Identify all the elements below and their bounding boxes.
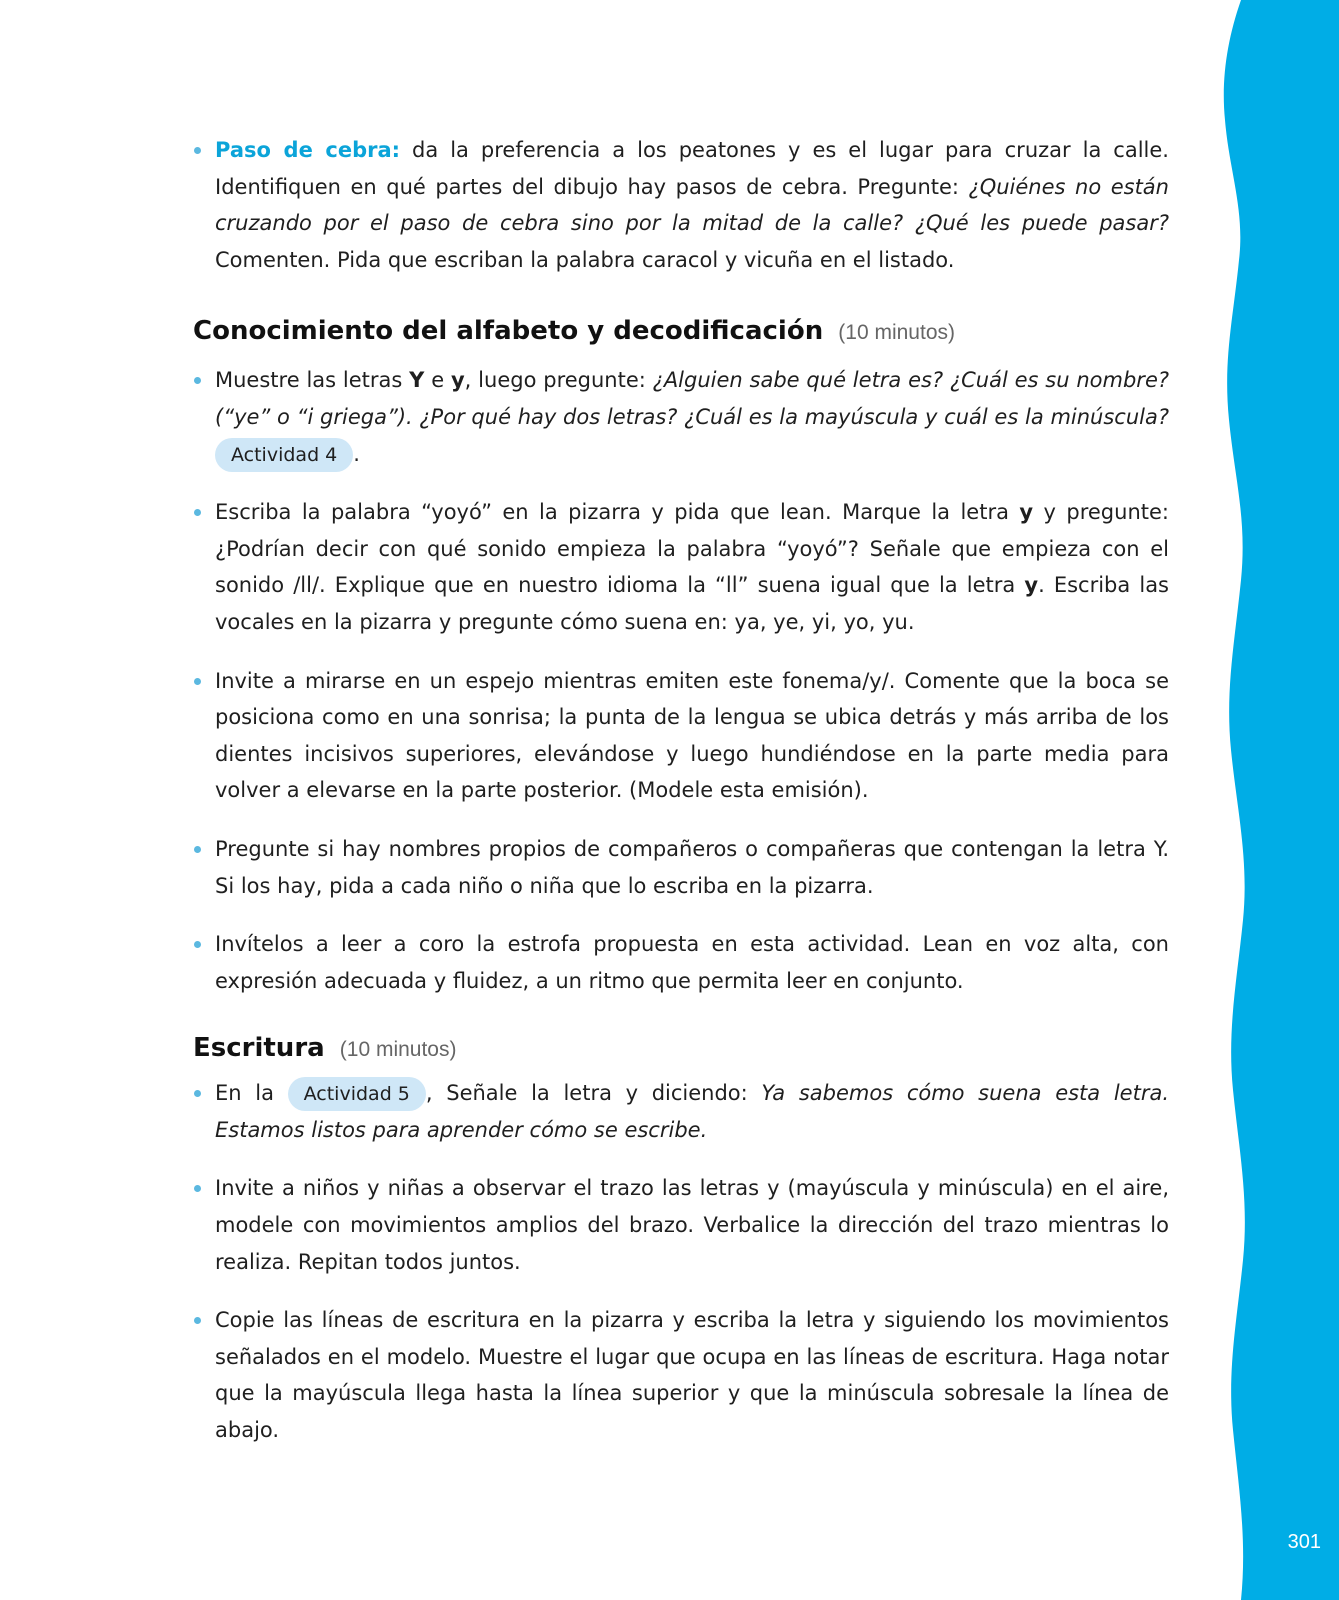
section-heading	[193, 1033, 1169, 1063]
text-run: . Escriba las vocales en la pizarra y pregunte cómo suena en: ya, ye, yi, yo, yu.	[215, 573, 1170, 634]
activity-5-tag: Actividad 5	[288, 1077, 426, 1111]
section-title: Conocimiento del alfabeto y decodificación	[193, 316, 824, 347]
section1-list	[193, 362, 1169, 999]
italic-question: ¿Alguien sabe qué letra es? ¿Cuál es su nombre? (“ye” o “i griega”). ¿Por qué hay dos letras? ¿Cuál es la mayúscula y cuál es la minúscula?	[215, 368, 1170, 429]
list-item	[193, 362, 1169, 472]
text-run: Comenten. Pida que escriban la palabra caracol y vicuña en el listado.	[215, 247, 955, 272]
list-item: Invite a mirarse en un espejo mientras emiten este fonema/y/. Comente que la boca se posiciona como en una sonrisa; la punta de la lengua se ubica detrás y más arriba de los dientes incisivos superiores, elevándose y luego hundiéndose en la parte media para volver a elevarse en la parte posterior. (Modele esta emisión).	[193, 663, 1169, 809]
list-item: Invite a niños y niñas a observar el trazo las letras y (mayúscula y minúscula) en el aire, modele con movimientos amplios del brazo. Verbalice la dirección del trazo mientras lo realiza. Repitan todos juntos.	[193, 1170, 1169, 1280]
list-item: Invítelos a leer a coro la estrofa propuesta en esta actividad. Lean en voz alta, con expresión adecuada y fluidez, a un ritmo que permita leer en conjunto.	[193, 926, 1169, 999]
section-heading	[193, 316, 1169, 346]
text-run: , Señale la letra y diciendo:	[425, 1081, 762, 1106]
text-run: Muestre las letras	[215, 368, 410, 393]
activity-4-tag: Actividad 4	[215, 438, 353, 472]
letter-lowercase: y	[1024, 573, 1039, 598]
section-duration: (10 minutos)	[339, 1038, 457, 1062]
letter-lowercase: y	[1019, 500, 1034, 525]
letter-lowercase: y	[450, 368, 465, 393]
letter-uppercase: Y	[409, 368, 425, 393]
list-item: Copie las líneas de escritura en la pizarra y escriba la letra y siguiendo los movimientos señalados en el modelo. Muestre el lugar que ocupa en las líneas de escritura. Haga notar que la mayúscula llega hasta la línea superior y que la minúscula sobresale la línea de abajo.	[193, 1302, 1169, 1448]
side-band-decoration	[1219, 0, 1339, 1600]
intro-list	[193, 132, 1169, 278]
text-run: .	[353, 441, 360, 466]
list-item	[193, 1075, 1169, 1148]
italic-phrase: Ya sabemos cómo suena esta letra. Estamos listos para aprender cómo se escribe.	[215, 1081, 1169, 1142]
section2-list	[193, 1075, 1169, 1448]
list-item	[193, 132, 1169, 278]
text-run: Escriba la palabra “yoyó” en la pizarra y pida que lean. Marque la letra	[215, 500, 1020, 525]
text-run: y pregunte: ¿Podrían decir con qué sonido empieza la palabra “yoyó”? Señale que empieza con el sonido /ll/. Explique que en nuestro idioma la “ll” suena igual que la letra	[215, 500, 1169, 598]
text-run: e	[424, 368, 451, 393]
page-number: 301	[1287, 1531, 1321, 1553]
page-content	[193, 132, 1169, 1471]
section-title: Escritura	[193, 1033, 325, 1064]
term-label: Paso de cebra:	[215, 138, 401, 162]
section-duration: (10 minutos)	[838, 321, 955, 345]
list-item: Pregunte si hay nombres propios de compañeros o compañeras que contengan la letra Y. Si los hay, pida a cada niño o niña que lo escriba en la pizarra.	[193, 831, 1169, 904]
text-run: En la	[215, 1081, 288, 1106]
list-item	[193, 494, 1169, 640]
text-run: da la preferencia a los peatones y es el lugar para cruzar la calle. Identifiquen en qué partes del dibujo hay pasos de cebra. Pregunte:	[215, 138, 1169, 199]
italic-question: ¿Quiénes no están cruzando por el paso de cebra sino por la mitad de la calle? ¿Qué les puede pasar?	[215, 174, 1169, 236]
text-run: , luego pregunte:	[464, 368, 653, 393]
